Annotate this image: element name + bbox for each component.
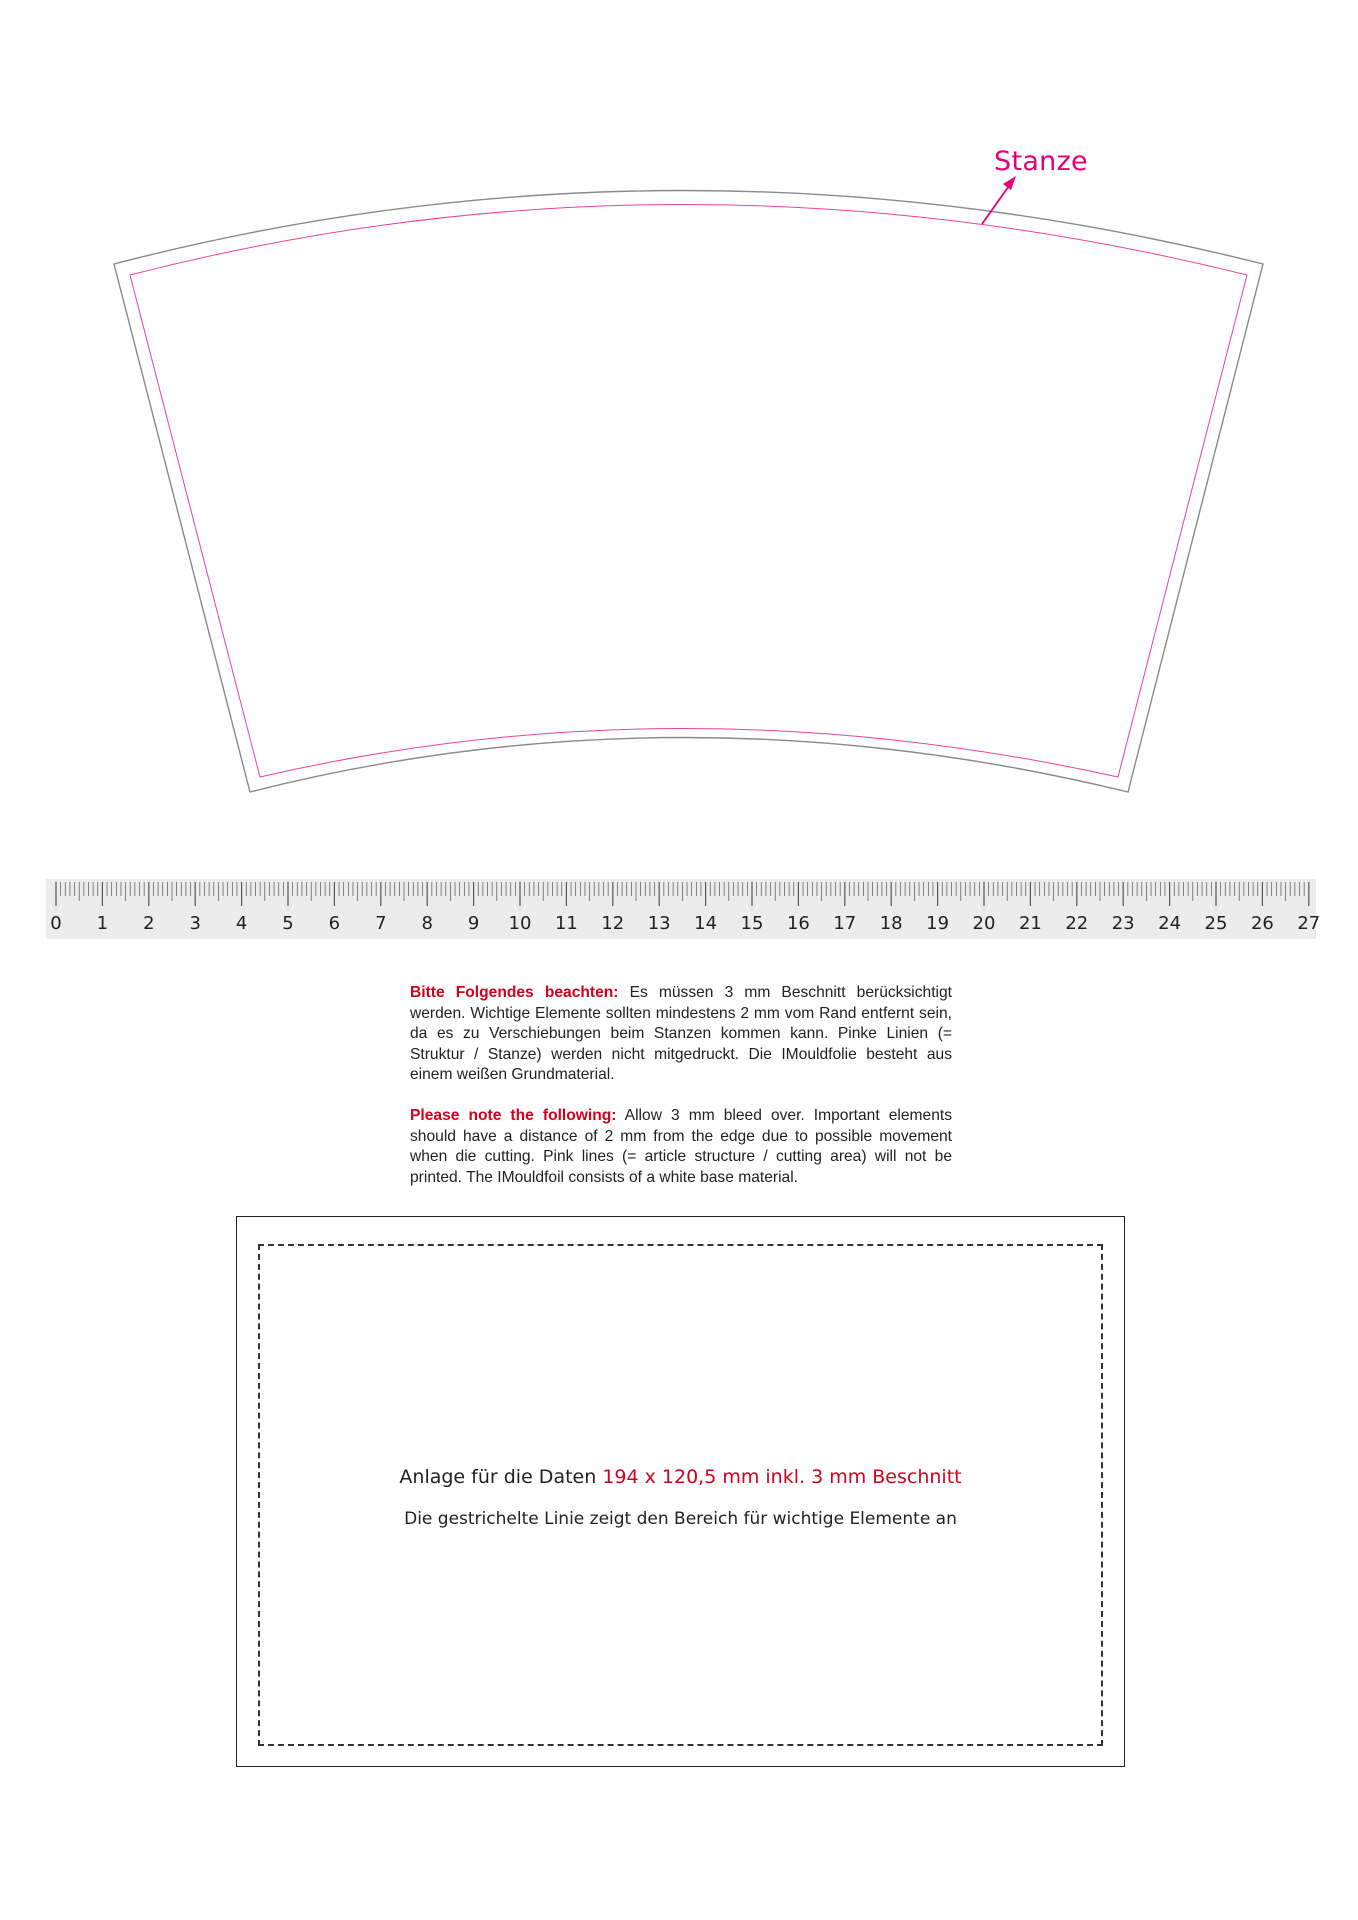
template-dimensions-text [237,1466,1124,1488]
ruler-number: 4 [235,913,248,934]
ruler-number: 10 [508,913,532,934]
stanze-label: Stanze [994,146,1088,177]
ruler-number: 2 [143,913,155,934]
ruler-number: 8 [421,913,433,934]
safe-area-dashed-line [258,1244,1103,1746]
note-english-body: Allow 3 mm bleed over. Important elements should have a distance of 2 mm from the edge due to possible movement when die cutting. Pink lines (= article structure / cutting area) will not be printed. The IMouldfoil consists of a white base material. [410,1107,952,1186]
outer-bleed-outline [114,191,1263,793]
ruler-number: 14 [694,913,718,934]
template-safe-area-caption: Die gestrichelte Linie zeigt den Bereich für wichtige Elemente an [404,1509,957,1529]
ruler-number: 15 [740,913,764,934]
ruler-number: 0 [50,913,62,934]
ruler-number: 23 [1111,913,1135,934]
die-cut-drawing [0,0,1358,820]
ruler-number: 3 [189,913,201,934]
ruler-number: 27 [1297,913,1321,934]
note-german [410,983,952,1086]
ruler-number: 9 [467,913,480,934]
template-dimensions-value: 194 x 120,5 mm inkl. 3 mm Beschnitt [602,1466,962,1488]
ruler-number: 25 [1204,913,1228,934]
template-dimensions-prefix: Anlage für die Daten [399,1466,603,1488]
ruler-number: 5 [282,913,294,934]
note-german-heading: Bitte Folgendes beachten: [410,984,619,1001]
data-template-box [236,1216,1125,1767]
ruler-number: 26 [1250,913,1274,934]
ruler-number: 17 [833,913,857,934]
ruler-number: 13 [647,913,671,934]
note-english [410,1106,952,1188]
note-german-body: Es müssen 3 mm Beschnitt berücksichtigt werden. Wichtige Elemente sollten mindestens 2 mm vom Rand entfernt sein, da es zu Verschiebungen beim Stanzen kommen kann. Pinke Linien (= Struktur / Stanze) werden nicht mitgedruckt. Die IMouldfolie besteht aus einem weißen Grundmaterial. [410,984,952,1083]
ruler-number: 24 [1158,913,1182,934]
ruler-number: 1 [96,913,109,934]
ruler-number: 19 [926,913,950,934]
stanze-arrow-head [1003,176,1016,190]
stanze-arrow [982,183,1011,224]
ruler-number: 6 [328,913,341,934]
ruler-number: 12 [601,913,625,934]
ruler-number: 20 [972,913,996,934]
ruler-number: 16 [786,913,810,934]
note-english-heading: Please note the following: [410,1107,617,1124]
ruler-number: 21 [1018,913,1042,934]
centimeter-ruler [46,879,1321,939]
ruler-number: 22 [1065,913,1089,934]
ruler-number: 11 [554,913,578,934]
pink-cut-line [130,205,1247,778]
ruler-number: 7 [375,913,387,934]
ruler-number: 18 [879,913,903,934]
